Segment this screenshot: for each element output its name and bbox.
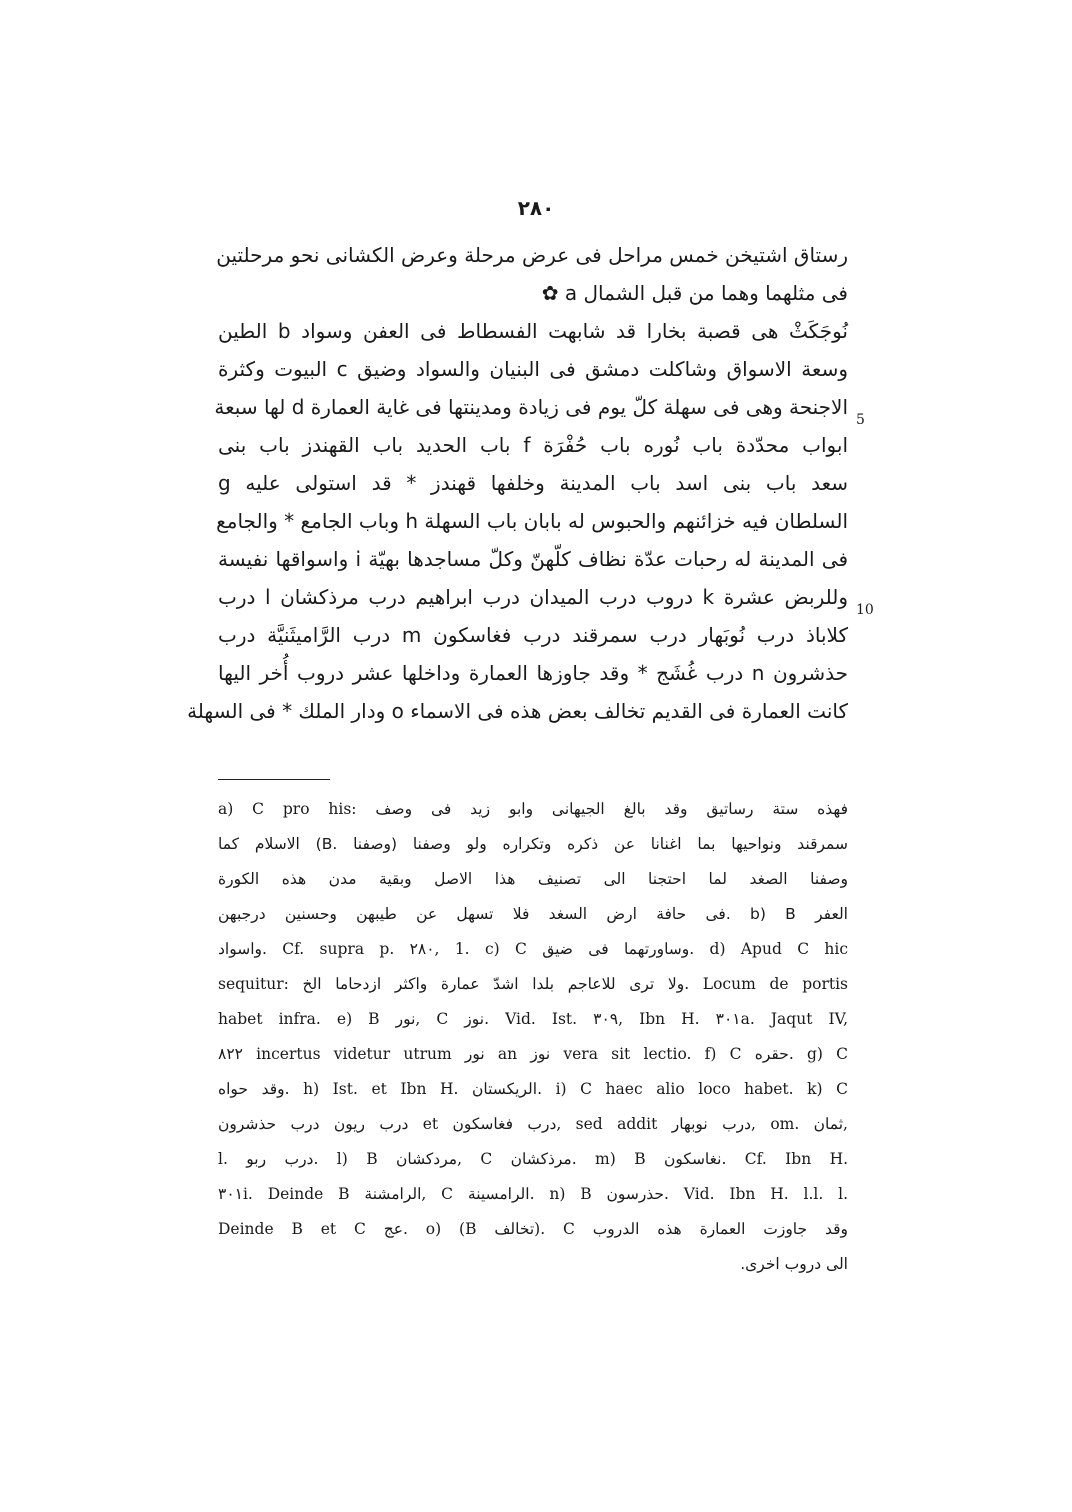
page-number: ۲۸۰	[517, 196, 555, 220]
main-text-line: رستاق اشتيخن خمس مراحل فى عرض مرحلة وعرض الكشانى نحو مرحلتين	[216, 243, 848, 267]
footnote-line: العفر b) B .فى حافة ارض السغد فلا تسهل عن طيبهن وحسنين درجبهن	[218, 905, 848, 923]
footnote-line: درب ريون درب حذشرون et درب فغاسكون, sed addit درب نوبهار, om. ثمان,	[218, 1115, 848, 1133]
line-number-marker: 10	[856, 602, 874, 618]
footnotes-block	[218, 792, 848, 1282]
main-text-line: ابواب محدّدة باب نُوره باب حُفْرَة f باب الحديد باب القهندز باب بنى	[218, 433, 849, 457]
main-text-line: كانت العمارة فى القديم تخالف بعض هذه فى الاسماء o ودار الملك * فى السهلة	[187, 699, 848, 723]
footnote-line: a) C pro his: فهذه ستة رساتيق وقد بالغ الجيهانى وابو زيد فى وصف	[218, 800, 848, 818]
main-text-line: حذشرون n درب غُشَج * وقد جاوزها العمارة وداخلها عشر دروب أُخر اليها	[218, 661, 848, 685]
main-text-line: فى المدينة له رحبات عدّة نظاف كلّهنّ وكلّ مساجدها بهيّة i واسواقها نفيسة	[218, 547, 849, 571]
main-text-line: فى مثلهما وهما من قبل الشمال a ✿	[541, 281, 848, 305]
main-text-block	[187, 236, 849, 730]
main-text-line: الاجنحة وهى فى سهلة كلّ يوم فى زيادة ومدينتها فى غاية العمارة d لها سبعة	[214, 395, 848, 419]
footnote-line: وقد حواه. h) Ist. et Ibn H. الريكستان. i) C haec alio loco habet. k) C	[218, 1080, 848, 1098]
footnote-line: ۸۲۲ incertus videtur utrum نور an نوز vera sit lectio. f) C حقره. g) C	[218, 1045, 848, 1063]
footnote-line: ۳۰۱i. Deinde B الرامشنة, C الرامسينة. n) B حذرسون. Vid. Ibn H. l.l. l.	[218, 1185, 848, 1203]
line-number-marker: 5	[856, 412, 865, 428]
footnote-line: الى دروب اخرى.	[740, 1255, 848, 1273]
footnote-line: sequitur: ولا ترى للاعاجم بلدا اشدّ عمارة واكثر ازدحاما الخ. Locum de portis	[218, 975, 848, 993]
main-text-line: كلاباذ درب نُوبَهار درب سمرقند درب فغاسكون m درب الرَّاميثَنيَّة درب	[218, 623, 848, 647]
footnote-line: سمرقند ونواحيها بما اغنانا عن ذكره وتكراره ولو وصفنا (وصفنا .B) الاسلام كما	[218, 835, 848, 853]
main-text-line: سعد باب بنى اسد باب المدينة وخلفها قهندز * قد استولى عليه g	[218, 471, 848, 495]
main-text-line: السلطان فيه خزائنهم والحبوس له بابان باب السهلة h وباب الجامع * والجامع	[216, 509, 848, 533]
footnote-line: l. درب ربو. l) B مردكشان, C مرذكشان. m) B نغاسكون. Cf. Ibn H.	[218, 1150, 849, 1168]
footnote-line: وصفنا الصغد لما احتجنا الى تصنيف هذا الاصل وبقية مدن هذه الكورة	[218, 870, 848, 888]
main-text-line: وسعة الاسواق وشاكلت دمشق فى البنيان والسواد وضيق c البيوت وكثرة	[218, 357, 848, 381]
footnote-line: Deinde B et C عج. o) (B تخالف). C وقد جاوزت العمارة هذه الدروب	[218, 1220, 848, 1238]
footnote-line: habet infra. e) B نور, C نوز. Vid. Ist. ۳۰۹, Ibn H. ۳۰۱a. Jaqut IV,	[218, 1010, 848, 1028]
main-text-line: وللربض عشرة k دروب درب الميدان درب ابراهيم درب مرذكشان l درب	[218, 585, 849, 609]
main-text-line: نُوجَكَثْ هى قصبة بخارا قد شابهت الفسطاط فى العفن وسواد b الطين	[218, 319, 848, 343]
footnote-divider	[218, 779, 330, 780]
footnote-line: واسواد. Cf. supra p. ۲۸۰, 1. c) C وساورتهما فى ضيق. d) Apud C hic	[218, 940, 849, 958]
